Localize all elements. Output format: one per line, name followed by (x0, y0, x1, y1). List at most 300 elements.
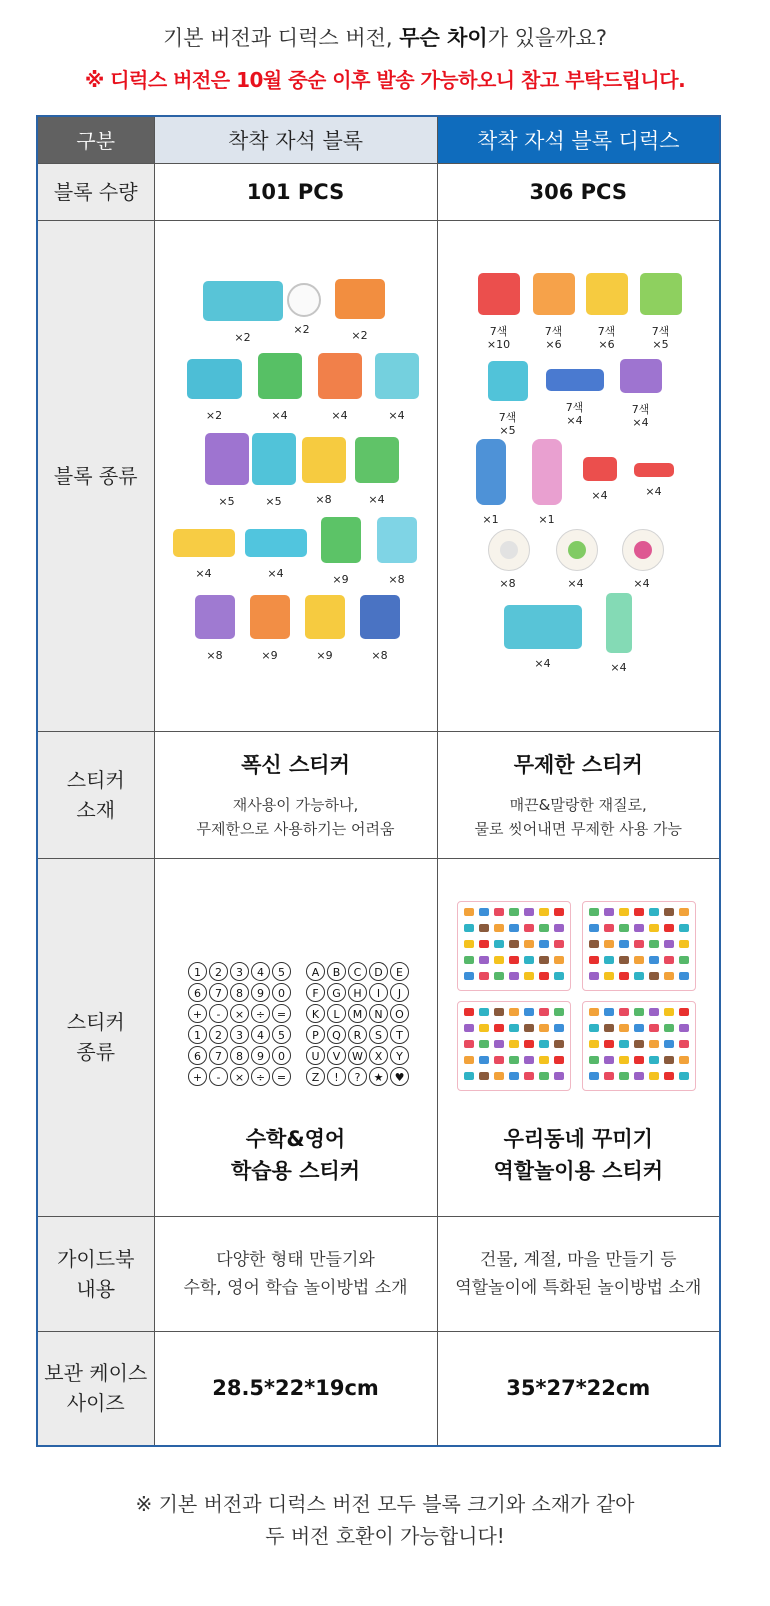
block-quantity: ×5 (218, 494, 235, 508)
sticker-chip: 2 (209, 1025, 228, 1044)
sticker-icon (604, 1056, 614, 1064)
sticker-icon (494, 1008, 504, 1016)
block-quantity: ×4 (534, 656, 551, 670)
sticker-chip: 1 (188, 1025, 207, 1044)
sticker-icon (509, 940, 519, 948)
sticker-icon (554, 1056, 564, 1064)
sticker-icon (649, 1008, 659, 1016)
block-piece (287, 283, 321, 317)
sticker-chip: E (390, 962, 409, 981)
sticker-chip: X (369, 1046, 388, 1065)
sticker-chip: 4 (251, 962, 270, 981)
row-label-stickers: 스티커 종류 (37, 858, 154, 1216)
sticker-chip: ♥ (390, 1067, 409, 1086)
block-color-count: 7색 (544, 324, 563, 338)
row-label-count: 블록 수량 (37, 163, 154, 220)
block-color-count: 7색 (489, 324, 508, 338)
deluxe-blocks-cell (437, 220, 720, 731)
sticker-icon (604, 1072, 614, 1080)
row-label-types: 블록 종류 (37, 220, 154, 731)
compatibility-note: ※ 기본 버전과 디럭스 버전 모두 블록 크기와 소재가 같아 두 버전 호환이 가능합니다! (135, 1492, 635, 1548)
sticker-icon (664, 972, 674, 980)
sticker-icon (679, 956, 689, 964)
sticker-icon (649, 972, 659, 980)
sticker-icon (539, 908, 549, 916)
sticker-icon (619, 1040, 629, 1048)
sticker-icon (604, 1024, 614, 1032)
sticker-chip: 8 (230, 983, 249, 1002)
sticker-icon (664, 1040, 674, 1048)
sticker-icon (679, 1056, 689, 1064)
block-piece (250, 595, 290, 639)
basic-material (154, 731, 437, 858)
sticker-icon (664, 956, 674, 964)
basic-count: 101 PCS (154, 163, 437, 220)
sticker-icon (554, 1024, 564, 1032)
block-piece (318, 353, 362, 399)
sticker-icon (509, 1072, 519, 1080)
block-piece (583, 457, 617, 481)
sticker-icon (679, 940, 689, 948)
sticker-icon (649, 1024, 659, 1032)
comparison-table (36, 115, 721, 1447)
basic-material-title: 폭신 스티커 (241, 752, 350, 777)
sticker-icon (634, 908, 644, 916)
sticker-chip: C (348, 962, 367, 981)
sticker-icon (509, 972, 519, 980)
sticker-icon (554, 972, 564, 980)
sticker-icon (679, 924, 689, 932)
sticker-icon (509, 924, 519, 932)
block-quantity: ×2 (205, 408, 223, 422)
basic-sticker-title2: 학습용 스티커 (230, 1158, 361, 1183)
sticker-chip: L (327, 1004, 346, 1023)
sticker-icon (479, 1040, 489, 1048)
sticker-icon (494, 1040, 504, 1048)
town-sticker-sheet (457, 901, 571, 991)
block-quantity: ×2 (293, 322, 310, 336)
sticker-icon (589, 1008, 599, 1016)
block-quantity: ×5 (499, 423, 516, 437)
sticker-chip: ÷ (251, 1004, 270, 1023)
sticker-chip: Z (306, 1067, 325, 1086)
basic-case-size: 28.5*22*19cm (154, 1331, 437, 1446)
block-piece (187, 359, 242, 399)
sticker-icon (619, 1072, 629, 1080)
sticker-icon (604, 908, 614, 916)
block-quantity: ×4 (632, 415, 649, 429)
block-piece (640, 273, 682, 315)
sticker-icon (589, 1056, 599, 1064)
sticker-chip: ! (327, 1067, 346, 1086)
sticker-icon (494, 924, 504, 932)
sticker-icon (634, 1024, 644, 1032)
sticker-icon (524, 1024, 534, 1032)
block-piece (258, 353, 302, 399)
sticker-icon (554, 1040, 564, 1048)
sticker-chip: W (348, 1046, 367, 1065)
block-quantity: ×5 (652, 337, 669, 351)
sticker-icon (664, 1072, 674, 1080)
sticker-chip: A (306, 962, 325, 981)
sticker-icon (479, 1072, 489, 1080)
sticker-icon (589, 972, 599, 980)
sticker-icon (634, 956, 644, 964)
deluxe-material-title: 무제한 스티커 (513, 752, 643, 777)
sticker-icon (619, 956, 629, 964)
sticker-chip: + (188, 1067, 207, 1086)
sticker-icon (494, 908, 504, 916)
sticker-chip: 8 (230, 1046, 249, 1065)
sticker-icon (539, 1008, 549, 1016)
sticker-chip: U (306, 1046, 325, 1065)
row-label-guide: 가이드북 내용 (37, 1216, 154, 1331)
sticker-icon (539, 1072, 549, 1080)
block-quantity: ×4 (645, 484, 662, 498)
block-piece (195, 595, 235, 639)
sticker-chip: × (230, 1067, 249, 1086)
sticker-icon (619, 1056, 629, 1064)
block-quantity: ×6 (598, 337, 615, 351)
sticker-icon (649, 1056, 659, 1064)
sticker-icon (479, 1008, 489, 1016)
block-quantity: ×4 (566, 413, 583, 427)
sticker-icon (464, 924, 474, 932)
header-label-cell: 구분 (37, 116, 154, 163)
sticker-chip: ? (348, 1067, 367, 1086)
sticker-icon (524, 1040, 534, 1048)
sticker-icon (539, 924, 549, 932)
block-quantity: ×4 (267, 566, 284, 580)
sticker-chip: R (348, 1025, 367, 1044)
sticker-chip: S (369, 1025, 388, 1044)
sticker-icon (479, 972, 489, 980)
town-sticker-sheet (582, 1001, 696, 1091)
sticker-icon (494, 956, 504, 964)
sticker-icon (649, 908, 659, 916)
sticker-icon (619, 1024, 629, 1032)
sticker-chip: = (272, 1067, 291, 1086)
sticker-icon (619, 1008, 629, 1016)
sticker-icon (589, 1024, 599, 1032)
block-piece (546, 369, 604, 391)
block-quantity: ×4 (331, 408, 348, 422)
sticker-icon (539, 1024, 549, 1032)
sticker-icon (604, 1008, 614, 1016)
sticker-icon (664, 940, 674, 948)
block-piece (305, 595, 345, 639)
sticker-chip: N (369, 1004, 388, 1023)
sticker-icon (479, 1024, 489, 1032)
sticker-icon (589, 1040, 599, 1048)
sticker-icon (494, 1024, 504, 1032)
block-piece (377, 517, 417, 563)
sticker-icon (464, 908, 474, 916)
block-color-count: 7색 (597, 324, 616, 338)
sticker-icon (479, 924, 489, 932)
sticker-icon (634, 1008, 644, 1016)
block-piece (533, 273, 575, 315)
sticker-icon (464, 972, 474, 980)
sticker-chip: = (272, 1004, 291, 1023)
sticker-chip: F (306, 983, 325, 1002)
sticker-icon (589, 924, 599, 932)
sticker-icon (679, 1072, 689, 1080)
deluxe-stickers (437, 858, 720, 1216)
sticker-icon (524, 972, 534, 980)
sticker-chip: P (306, 1025, 325, 1044)
block-piece (532, 439, 562, 505)
sticker-icon (619, 908, 629, 916)
sticker-chip: - (209, 1067, 228, 1086)
sticker-icon (494, 1072, 504, 1080)
sticker-chip: D (369, 962, 388, 981)
block-piece (622, 529, 664, 571)
sticker-icon (494, 1056, 504, 1064)
sticker-chip: 4 (251, 1025, 270, 1044)
sticker-icon (464, 1056, 474, 1064)
row-label-case: 보관 케이스 사이즈 (37, 1331, 154, 1446)
sticker-chip: + (188, 1004, 207, 1023)
block-quantity: ×9 (261, 648, 278, 662)
block-piece (252, 433, 296, 485)
block-piece (488, 361, 528, 401)
sticker-icon (554, 1008, 564, 1016)
block-quantity: ×10 (486, 337, 511, 351)
sticker-chip: 7 (209, 983, 228, 1002)
sticker-chip: 1 (188, 962, 207, 981)
block-quantity: ×4 (388, 408, 405, 422)
sticker-icon (524, 1008, 534, 1016)
town-sticker-sheet (457, 1001, 571, 1091)
block-quantity: ×4 (610, 660, 627, 674)
sticker-chip: ÷ (251, 1067, 270, 1086)
sticker-chip: × (230, 1004, 249, 1023)
sticker-icon (679, 972, 689, 980)
sticker-icon (554, 1072, 564, 1080)
block-color-count: 7색 (651, 324, 670, 338)
sticker-icon (604, 956, 614, 964)
sticker-icon (619, 972, 629, 980)
block-piece (606, 593, 632, 653)
block-quantity: ×9 (332, 572, 349, 586)
basic-stickers (154, 858, 437, 1216)
basic-material-desc1: 재사용이 가능하나, (232, 795, 359, 814)
block-quantity: ×2 (351, 328, 368, 342)
sticker-icon (664, 924, 674, 932)
deluxe-material-desc2: 물로 씻어내면 무제한 사용 가능 (474, 819, 682, 838)
sticker-icon (524, 1072, 534, 1080)
sticker-icon (539, 1056, 549, 1064)
sticker-chip: M (348, 1004, 367, 1023)
block-piece (634, 463, 674, 477)
block-piece (302, 437, 346, 483)
sticker-icon (634, 972, 644, 980)
deluxe-case-size: 35*27*22cm (437, 1331, 720, 1446)
sticker-chip: O (390, 1004, 409, 1023)
block-piece (173, 529, 235, 557)
block-piece (478, 273, 520, 315)
block-piece (586, 273, 628, 315)
sticker-icon (634, 1040, 644, 1048)
sticker-chip: 3 (230, 962, 249, 981)
block-piece (205, 433, 249, 485)
sticker-chip: 0 (272, 1046, 291, 1065)
sticker-icon (464, 1024, 474, 1032)
block-piece (556, 529, 598, 571)
sticker-icon (649, 1072, 659, 1080)
sticker-chip: K (306, 1004, 325, 1023)
sticker-icon (604, 972, 614, 980)
sticker-icon (589, 956, 599, 964)
deluxe-sticker-title2: 역할놀이용 스티커 (493, 1158, 664, 1183)
header-basic-cell: 착착 자석 블록 (154, 116, 437, 163)
sticker-chip: Q (327, 1025, 346, 1044)
sticker-icon (589, 908, 599, 916)
sticker-chip: 9 (251, 1046, 270, 1065)
block-quantity: ×4 (591, 488, 608, 502)
block-quantity: ×4 (567, 576, 584, 590)
block-quantity: ×8 (371, 648, 388, 662)
block-piece (335, 279, 385, 319)
header-deluxe-cell: 착착 자석 블록 디럭스 (437, 116, 720, 163)
sticker-icon (479, 940, 489, 948)
sticker-icon (539, 972, 549, 980)
block-piece (360, 595, 400, 639)
sticker-icon (509, 908, 519, 916)
sticker-chip: 6 (188, 1046, 207, 1065)
sticker-icon (479, 908, 489, 916)
sticker-icon (679, 908, 689, 916)
block-color-count: 7색 (498, 410, 517, 424)
sticker-icon (664, 1008, 674, 1016)
sticker-icon (589, 940, 599, 948)
block-quantity: ×8 (499, 576, 516, 590)
block-quantity: ×8 (206, 648, 223, 662)
sticker-icon (554, 940, 564, 948)
sticker-icon (604, 940, 614, 948)
sticker-icon (619, 940, 629, 948)
sticker-icon (464, 1040, 474, 1048)
sticker-icon (604, 1040, 614, 1048)
sticker-icon (604, 924, 614, 932)
sticker-icon (554, 908, 564, 916)
block-piece (476, 439, 506, 505)
sticker-icon (634, 940, 644, 948)
sticker-icon (509, 956, 519, 964)
sticker-chip: 5 (272, 1025, 291, 1044)
sticker-chip: 5 (272, 962, 291, 981)
sticker-icon (679, 1040, 689, 1048)
deluxe-guide: 건물, 계절, 마을 만들기 등 역할놀이에 특화된 놀이방법 소개 (437, 1216, 720, 1331)
sticker-chip: 9 (251, 983, 270, 1002)
block-piece (375, 353, 419, 399)
block-quantity: ×8 (315, 492, 332, 506)
sticker-icon (524, 956, 534, 964)
row-label-material: 스티커 소재 (37, 731, 154, 858)
block-quantity: ×1 (482, 512, 499, 526)
sticker-icon (634, 924, 644, 932)
sticker-chip: H (348, 983, 367, 1002)
sticker-icon (479, 1056, 489, 1064)
sticker-icon (524, 924, 534, 932)
sticker-icon (539, 940, 549, 948)
sticker-chip: Y (390, 1046, 409, 1065)
sticker-icon (464, 940, 474, 948)
sticker-chip: - (209, 1004, 228, 1023)
block-color-count: 7색 (631, 402, 650, 416)
block-quantity: ×8 (388, 572, 405, 586)
block-quantity: ×1 (538, 512, 555, 526)
sticker-icon (464, 956, 474, 964)
sticker-icon (634, 1056, 644, 1064)
sticker-icon (679, 1008, 689, 1016)
block-quantity: ×4 (368, 492, 385, 506)
block-piece (203, 281, 283, 321)
sticker-icon (494, 940, 504, 948)
sticker-icon (649, 924, 659, 932)
sticker-icon (509, 1024, 519, 1032)
sticker-icon (649, 940, 659, 948)
sticker-icon (589, 1072, 599, 1080)
sticker-chip: V (327, 1046, 346, 1065)
deluxe-material (437, 731, 720, 858)
block-piece (504, 605, 582, 649)
deluxe-material-desc1: 매끈&말랑한 재질로, (509, 795, 647, 814)
sticker-icon (679, 1024, 689, 1032)
block-quantity: ×4 (633, 576, 650, 590)
sticker-icon (479, 956, 489, 964)
basic-sticker-title1: 수학&영어 (245, 1126, 346, 1151)
block-quantity: ×4 (271, 408, 288, 422)
sticker-chip: G (327, 983, 346, 1002)
sticker-icon (524, 940, 534, 948)
alphabet-sticker-sheet (303, 961, 413, 1087)
sticker-chip: J (390, 983, 409, 1002)
sticker-chip: I (369, 983, 388, 1002)
block-piece (620, 359, 662, 393)
town-sticker-sheet (582, 901, 696, 991)
basic-blocks-cell (154, 220, 437, 731)
sticker-icon (664, 1056, 674, 1064)
block-piece (488, 529, 530, 571)
sticker-icon (509, 1056, 519, 1064)
sticker-icon (649, 1040, 659, 1048)
basic-guide: 다양한 형태 만들기와 수학, 영어 학습 놀이방법 소개 (154, 1216, 437, 1331)
shipping-notice: ※ 디럭스 버전은 10월 중순 이후 발송 가능하오니 참고 부탁드립니다. (84, 68, 686, 92)
sticker-icon (539, 956, 549, 964)
block-quantity: ×5 (265, 494, 282, 508)
sticker-chip: 0 (272, 983, 291, 1002)
block-quantity: ×2 (234, 330, 251, 344)
sticker-icon (554, 924, 564, 932)
block-quantity: ×4 (195, 566, 212, 580)
sticker-icon (494, 972, 504, 980)
sticker-icon (464, 1072, 474, 1080)
block-quantity: ×9 (316, 648, 333, 662)
sticker-icon (509, 1040, 519, 1048)
sticker-icon (524, 908, 534, 916)
deluxe-sticker-title1: 우리동네 꾸미기 (503, 1126, 653, 1151)
basic-material-desc2: 무제한으로 사용하기는 어려움 (196, 819, 395, 838)
sticker-icon (664, 1024, 674, 1032)
sticker-icon (464, 1008, 474, 1016)
sticker-chip: T (390, 1025, 409, 1044)
block-piece (245, 529, 307, 557)
sticker-chip: 7 (209, 1046, 228, 1065)
sticker-icon (554, 956, 564, 964)
sticker-icon (619, 924, 629, 932)
